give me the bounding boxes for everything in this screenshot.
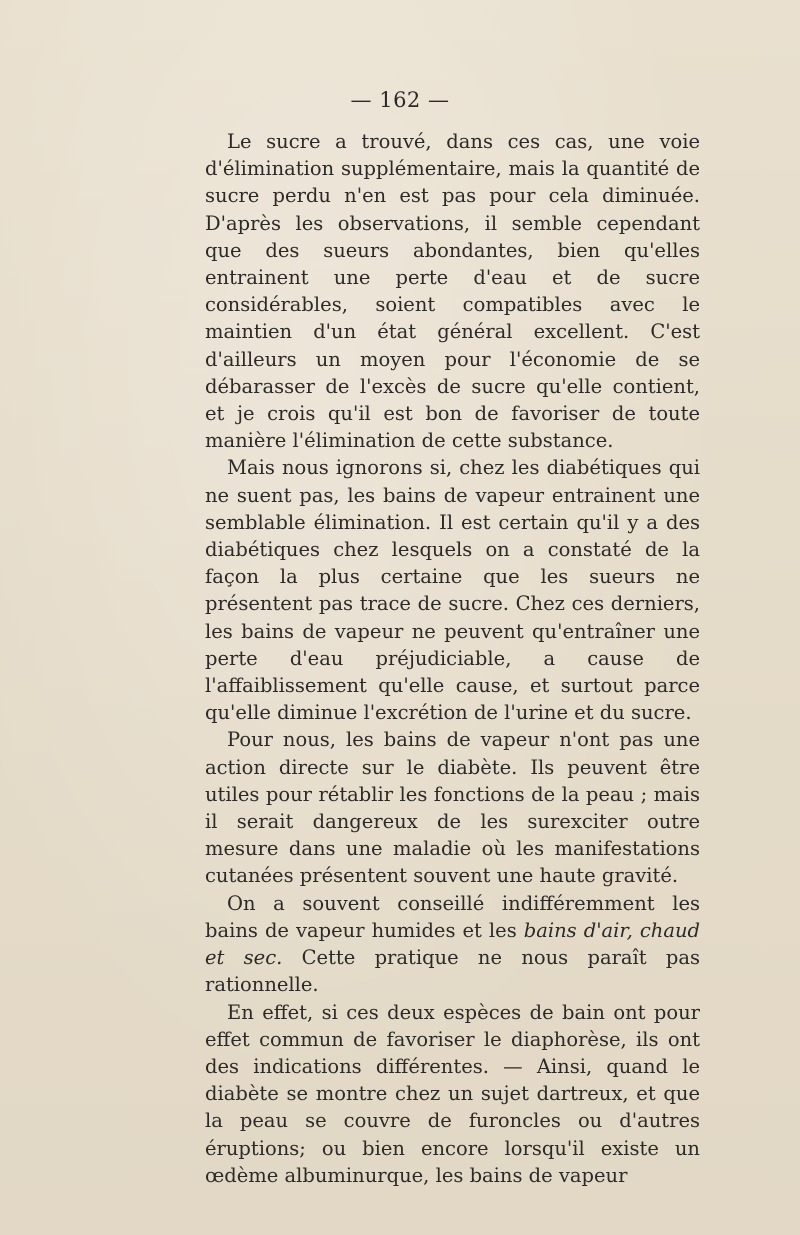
paragraph-4	[205, 890, 700, 999]
page-number: — 162 —	[350, 88, 450, 112]
paragraph-4-text-start: On a souvent conseillé indifféremment les bains de vapeur humides et les	[205, 891, 700, 942]
paragraph-2: Mais nous ignorons si, chez les diabétiques qui ne suent pas, les bains de vapeur entrainent une semblable élimination. Il est certain qu'il y a des diabétiques chez lesquels on a constaté de la façon la plus certaine que les sueurs ne présentent pas trace de sucre. Chez ces derniers, les bains de vapeur ne peuvent qu'entraîner une perte d'eau préjudiciable, a cause de l'affaiblissement qu'elle cause, et surtout parce qu'elle diminue l'excrétion de l'urine et du sucre.	[205, 456, 700, 725]
body-text	[205, 128, 700, 1189]
paragraph-4-text-end: Cette pratique ne nous paraît pas rationnelle.	[205, 946, 700, 997]
paragraph-3: Pour nous, les bains de vapeur n'ont pas une action directe sur le diabète. Ils peuvent être utiles pour rétablir les fonctions de la peau ; mais il serait dangereux de les surexciter outre mesure dans une maladie où les manifestations cutanées présentent souvent une haute gravité.	[205, 728, 700, 888]
paragraph-1: Le sucre a trouvé, dans ces cas, une voie d'élimination supplémentaire, mais la quantité de sucre perdu n'en est pas pour cela diminuée. D'après les observations, il semble cependant que des sueurs abondantes, bien qu'elles entrainent une perte d'eau et de sucre considérables, soient compatibles avec le maintien d'un état général excellent. C'est d'ailleurs un moyen pour l'économie de se débarasser de l'excès de sucre qu'elle contient, et je crois qu'il est bon de favoriser de toute manière l'élimination de cette substance.	[205, 130, 700, 453]
paragraph-4-italic-term: bains d'air, chaud et sec.	[205, 918, 700, 970]
paragraph-5: En effet, si ces deux espèces de bain ont pour effet commun de favoriser le diaphorèse, ils ont des indications différentes. — Ainsi, quand le diabète se montre chez un sujet dartreux, et que la peau se couvre de furoncles ou d'autres éruptions; ou bien encore lorsqu'il existe un œdème albuminurque, les bains de vapeur	[205, 1000, 700, 1187]
